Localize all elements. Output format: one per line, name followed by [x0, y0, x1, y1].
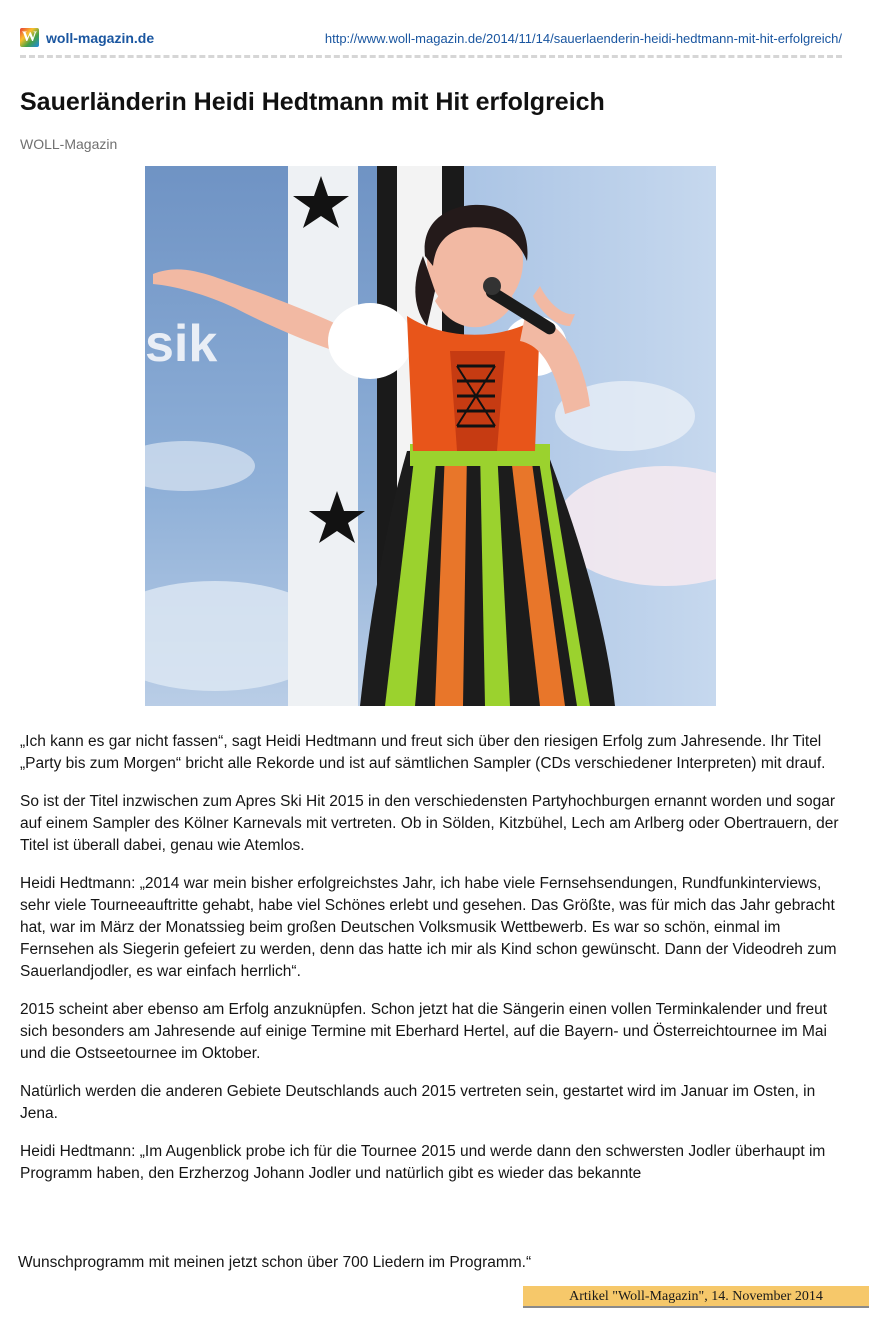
logo-letter: W: [22, 29, 37, 45]
article-continuation-line: Wunschprogramm mit meinen jetzt schon über 700 Liedern im Programm.“: [18, 1254, 532, 1271]
header-divider: [20, 55, 842, 58]
article-photo: [145, 166, 716, 706]
site-header: [20, 28, 842, 50]
article-paragraph: Heidi Hedtmann: „2014 war mein bisher erfolgreichstes Jahr, ich habe viele Fernsehsendungen, Rundfunkinterviews, sehr viele Tourneeauftritte gehabt, habe viel Schönes erlebt und gesehen. Das Größte, was für mich das Jahr gebracht hat, war im März der Monatssieg beim großen Deutschen Volksmusik Wettbewerb. Es war so schön, einmal im Fernsehen als Siegerin gefeiert zu werden, denn das hatte ich mir als Kind schon gewünscht. Dann der Videodreh zum Sauerlandjodler, es war einfach herrlich“.: [20, 875, 837, 980]
article-author: WOLL-Magazin: [20, 136, 118, 152]
article-source-badge: Artikel "Woll-Magazin", 14. November 2014: [523, 1286, 869, 1308]
article-body: [20, 731, 852, 1201]
article-paragraph: 2015 scheint aber ebenso am Erfolg anzuknüpfen. Schon jetzt hat die Sängerin einen vollen Terminkalender und freut sich besonders am Jahresende auf einige Termine mit Eberhard Hertel, auf die Bayern- und Österreichtournee im Mai und die Ostseetournee im Oktober.: [20, 1001, 828, 1062]
article-paragraph: So ist der Titel inzwischen zum Apres Ski Hit 2015 in den verschiedensten Partyhochburgen ernannt worden und sogar auf einem Sampler des Kölner Karnevals mit vertreten. Ob in Sölden, Kitzbühel, Lech am Arlberg oder Obertrauern, der Titel ist überall dabei, genau wie Atemlos.: [20, 793, 839, 854]
article-paragraph: „Ich kann es gar nicht fassen“, sagt Heidi Hedtmann und freut sich über den riesigen Erfolg zum Jahresende. Ihr Titel „Party bis zum Morgen“ bricht alle Rekorde und ist auf sämtlichen Sampler (CDs verschiedener Interpreten) mit drauf.: [20, 733, 826, 772]
article-title: Sauerländerin Heidi Hedtmann mit Hit erfolgreich: [20, 88, 605, 116]
backdrop-text: sik: [145, 315, 218, 373]
article-url-link[interactable]: http://www.woll-magazin.de/2014/11/14/sauerlaenderin-heidi-hedtmann-mit-hit-erfolgreich/: [324, 31, 842, 46]
singer-photo-illustration: [145, 166, 716, 706]
site-name-link[interactable]: woll-magazin.de: [46, 30, 155, 46]
article-paragraph: Natürlich werden die anderen Gebiete Deutschlands auch 2015 vertreten sein, gestartet wird im Januar im Osten, in Jena.: [20, 1083, 816, 1122]
woll-logo-icon[interactable]: [20, 28, 39, 47]
article-paragraph: Heidi Hedtmann: „Im Augenblick probe ich für die Tournee 2015 und werde dann den schwersten Jodler überhaupt im Programm haben, den Erzherzog Johann Jodler und natürlich gibt es wieder das bekannte: [20, 1143, 826, 1182]
